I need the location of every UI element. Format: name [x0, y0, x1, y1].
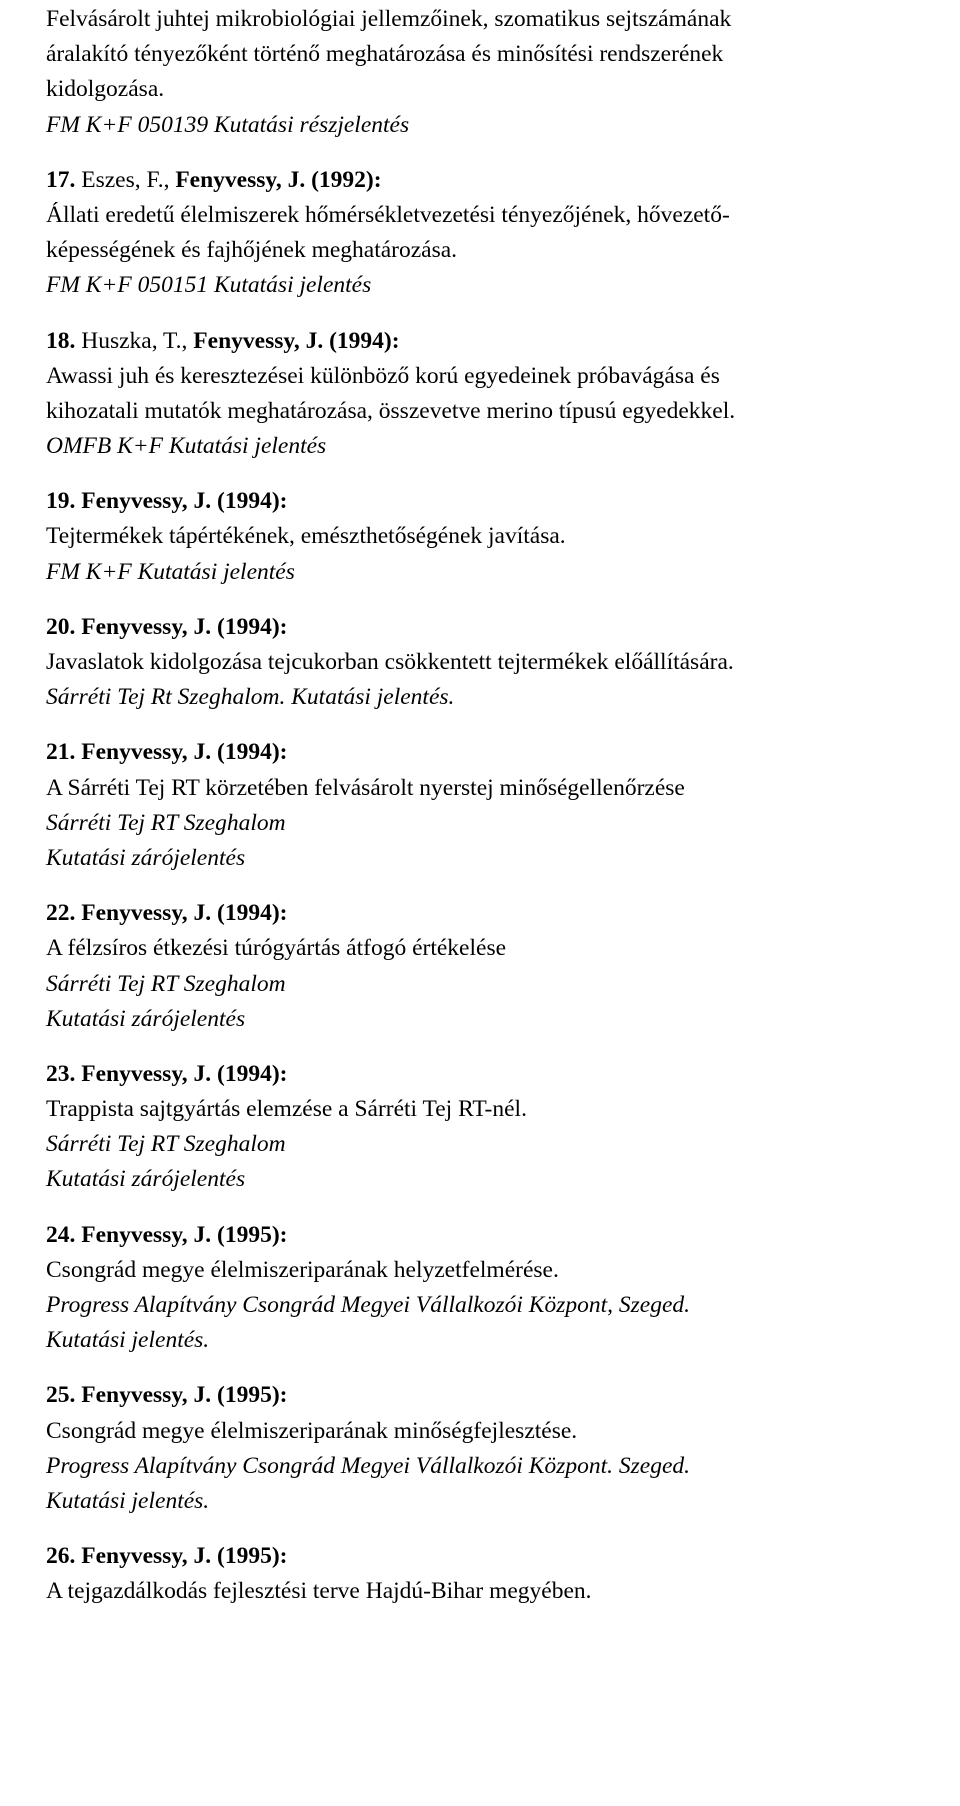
entry-heading [46, 610, 946, 645]
entry-source-line: Kutatási zárójelentés [46, 1166, 246, 1193]
entry-title-line: Csongrád megye élelmiszeriparának minőségfejlesztése. [46, 1417, 578, 1444]
reference-entry [46, 1378, 946, 1519]
reference-entry [46, 610, 946, 716]
entry-title-line: Javaslatok kidolgozása tejcukorban csökkentett tejtermékek előállítására. [46, 649, 734, 675]
entry-title-line: Állati eredetű élelmiszerek hőmérsékletvezetési tényezőjének, hővezető- [46, 201, 730, 228]
entry-title-line: Csongrád megye élelmiszeriparának helyzetfelmérése. [46, 1256, 559, 1283]
reference-entry [46, 484, 946, 590]
entry-coauthors: Eszes, F., [81, 166, 170, 193]
entry-source-line: Kutatási zárójelentés [46, 1005, 246, 1032]
entry-heading [46, 484, 946, 519]
entry-author-year: Fenyvessy, J. (1995): [81, 1382, 288, 1409]
entry-author-year: Fenyvessy, J. (1995): [81, 1221, 288, 1248]
reference-entry [46, 896, 946, 1037]
entry-source-line: FM K+F Kutatási jelentés [46, 558, 295, 585]
entry-source-line: Sárréti Tej RT Szeghalom [46, 970, 286, 997]
entry-heading [46, 324, 946, 359]
entry-title-line: A tejgazdálkodás fejlesztési terve Hajdú-Bihar megyében. [46, 1578, 592, 1605]
entry-title-line: Awassi juh és keresztezései különböző korú egyedeinek próbavágása és [46, 362, 720, 389]
entry-number: 21. [46, 739, 76, 766]
entry-heading [46, 1539, 946, 1574]
entry-author-year: Fenyvessy, J. (1995): [81, 1543, 288, 1570]
entry-source-line: Kutatási jelentés. [46, 1487, 210, 1514]
entry-title-line: A Sárréti Tej RT körzetében felvásárolt nyerstej minőségellenőrzése [46, 774, 685, 801]
reference-entry [46, 1218, 946, 1359]
document-page [46, 2, 946, 1610]
entry-coauthors: Huszka, T., [81, 327, 188, 354]
entry-number: 24. [46, 1221, 76, 1248]
entry-author-year: Fenyvessy, J. (1994): [81, 1060, 288, 1087]
entry-author-year: Fenyvessy, J. (1994): [81, 488, 288, 515]
entry-title-line: Tejtermékek tápértékének, emészthetőségének javítása. [46, 523, 566, 550]
intro-title-line: áralakító tényezőként történő meghatározása és minősítési rendszerének [46, 41, 724, 68]
entry-number: 17. [46, 166, 76, 193]
entry-title-line: A félzsíros étkezési túrógyártás átfogó értékelése [46, 935, 507, 962]
entry-title-line: Trappista sajtgyártás elemzése a Sárréti Tej RT-nél. [46, 1096, 527, 1123]
reference-list [46, 163, 946, 1610]
reference-entry [46, 1057, 946, 1198]
intro-title-line: Felvásárolt juhtej mikrobiológiai jellemzőinek, szomatikus sejtszámának [46, 6, 732, 32]
intro-title-line: kidolgozása. [46, 76, 165, 103]
entry-number: 22. [46, 900, 76, 927]
entry-number: 23. [46, 1060, 76, 1087]
entry-heading [46, 163, 946, 198]
entry-source-line: Sárréti Tej RT Szeghalom [46, 1131, 286, 1158]
intro-entry-continuation [46, 2, 946, 143]
entry-author-year: Fenyvessy, J. (1992): [175, 166, 382, 193]
entry-source-line: Kutatási zárójelentés [46, 844, 246, 871]
entry-author-year: Fenyvessy, J. (1994): [193, 327, 400, 354]
entry-source-line: Sárréti Tej Rt Szeghalom. Kutatási jelentés. [46, 684, 455, 711]
entry-number: 26. [46, 1543, 76, 1570]
entry-author-year: Fenyvessy, J. (1994): [81, 739, 288, 766]
entry-heading [46, 1057, 946, 1092]
entry-heading [46, 896, 946, 931]
intro-source: FM K+F 050139 Kutatási részjelentés [46, 111, 410, 138]
entry-heading [46, 1378, 946, 1413]
reference-entry [46, 735, 946, 876]
entry-title-line: kihozatali mutatók meghatározása, összevetve merino típusú egyedekkel. [46, 397, 736, 424]
reference-entry [46, 1539, 946, 1609]
reference-entry [46, 324, 946, 465]
entry-title-line: képességének és fajhőjének meghatározása. [46, 237, 458, 264]
entry-source-line: Progress Alapítvány Csongrád Megyei Vállalkozói Központ. Szeged. [46, 1452, 691, 1479]
entry-source-line: OMFB K+F Kutatási jelentés [46, 433, 327, 460]
entry-number: 25. [46, 1382, 76, 1409]
entry-heading [46, 735, 946, 770]
entry-number: 18. [46, 327, 76, 354]
entry-number: 19. [46, 488, 76, 515]
entry-source-line: Progress Alapítvány Csongrád Megyei Vállalkozói Központ, Szeged. [46, 1292, 691, 1318]
entry-author-year: Fenyvessy, J. (1994): [81, 613, 288, 640]
entry-author-year: Fenyvessy, J. (1994): [81, 900, 288, 927]
entry-source-line: Sárréti Tej RT Szeghalom [46, 809, 286, 836]
entry-heading [46, 1218, 946, 1253]
reference-entry [46, 163, 946, 304]
entry-source-line: Kutatási jelentés. [46, 1327, 210, 1354]
entry-source-line: FM K+F 050151 Kutatási jelentés [46, 272, 372, 299]
entry-number: 20. [46, 613, 76, 640]
